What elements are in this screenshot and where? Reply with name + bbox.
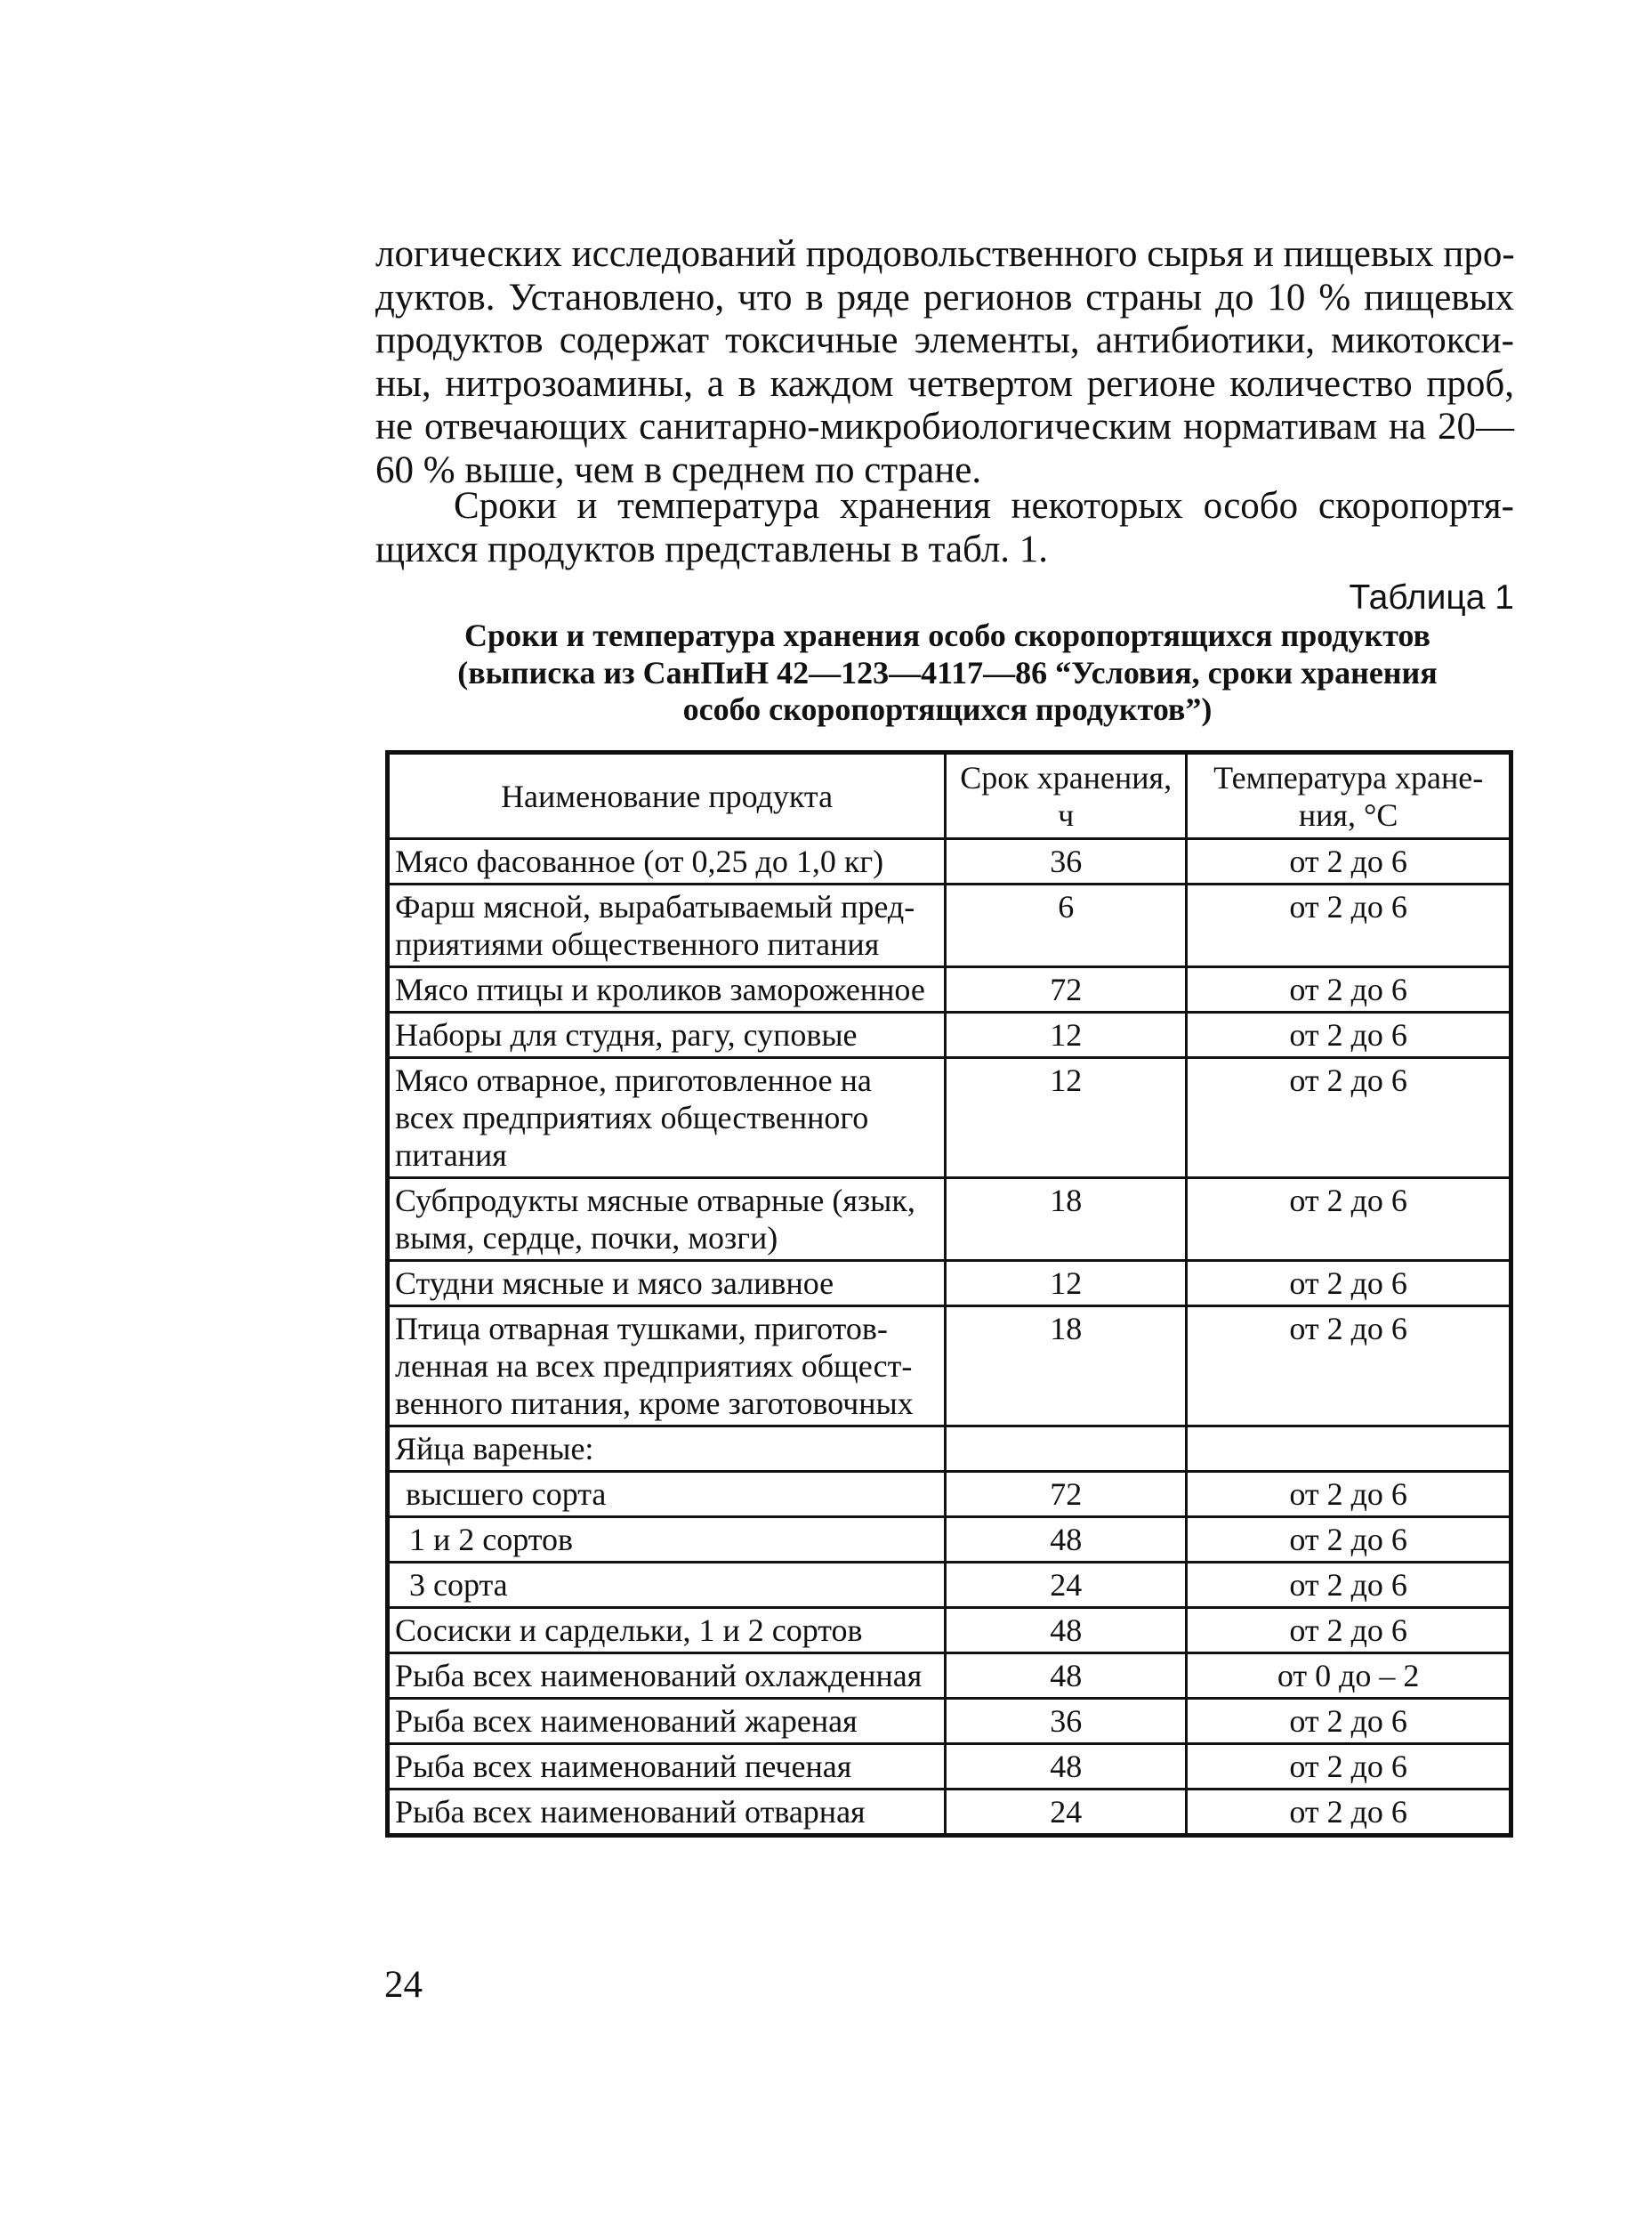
product-name-cell: Рыба всех наименований отварная <box>388 1790 946 1836</box>
product-name-cell: Яйца вареные: <box>388 1426 946 1472</box>
storage-hours-cell: 24 <box>946 1563 1187 1608</box>
storage-hours-cell: 48 <box>946 1653 1187 1699</box>
storage-temperature-cell: от 2 до 6 <box>1187 1178 1511 1261</box>
product-name-cell: Мясо птицы и кроликов замороженное <box>388 967 946 1013</box>
storage-hours-cell: 36 <box>946 1699 1187 1744</box>
product-name-cell: 1 и 2 сортов <box>388 1517 946 1563</box>
paragraph-line: ны, нитрозоамины, а в каждом четвертом регионе количество проб, <box>375 362 1514 405</box>
product-name-cell: 3 сорта <box>388 1563 946 1608</box>
storage-temperature-cell: от 2 до 6 <box>1187 1563 1511 1608</box>
table-row <box>388 1744 1511 1790</box>
product-name-cell: Сосиски и сардельки, 1 и 2 сортов <box>388 1608 946 1653</box>
header-storage-time: Срок хранения, ч <box>946 753 1187 839</box>
product-name-cell: Рыба всех наименований жареная <box>388 1699 946 1744</box>
storage-hours-cell: 48 <box>946 1744 1187 1790</box>
storage-hours-cell: 48 <box>946 1517 1187 1563</box>
table-row <box>388 1178 1511 1261</box>
storage-temperature-cell: от 2 до 6 <box>1187 1261 1511 1306</box>
table-row <box>388 1261 1511 1306</box>
storage-temperature-cell: от 2 до 6 <box>1187 1472 1511 1517</box>
product-name-cell: Фарш мясной, вырабатываемый пред- приятиями общественного питания <box>388 885 946 967</box>
caption-line: Сроки и температура хранения особо скоропортящихся продуктов <box>464 618 1430 653</box>
paragraph-line: не отвечающих санитарно-микробиологическим нормативам на 20— <box>375 406 1514 448</box>
table-row <box>388 885 1511 967</box>
storage-hours-cell: 24 <box>946 1790 1187 1836</box>
storage-temperature-cell: от 2 до 6 <box>1187 1790 1511 1836</box>
table-row <box>388 1306 1511 1426</box>
storage-hours-cell: 12 <box>946 1058 1187 1178</box>
table-header-row <box>388 753 1511 839</box>
body-paragraph-1 <box>375 233 1514 492</box>
storage-temperature-cell: от 2 до 6 <box>1187 1306 1511 1426</box>
storage-hours-cell: 6 <box>946 885 1187 967</box>
table-row <box>388 1790 1511 1836</box>
table-row <box>388 1013 1511 1058</box>
table-row <box>388 1563 1511 1608</box>
paragraph-line: щихся продуктов представлены в табл. 1. <box>375 528 1049 570</box>
product-name-cell: высшего сорта <box>388 1472 946 1517</box>
storage-table <box>385 750 1513 1838</box>
paragraph-line: логических исследований продовольственного сырья и пищевых про- <box>375 233 1515 275</box>
storage-temperature-cell: от 2 до 6 <box>1187 839 1511 885</box>
paragraph-line: продуктов содержат токсичные элементы, антибиотики, микотокси- <box>375 319 1514 361</box>
table-row <box>388 1472 1511 1517</box>
storage-temperature-cell: от 2 до 6 <box>1187 1013 1511 1058</box>
storage-hours-cell: 18 <box>946 1178 1187 1261</box>
caption-line: особо скоропортящихся продуктов”) <box>682 691 1213 727</box>
product-name-cell: Рыба всех наименований печеная <box>388 1744 946 1790</box>
storage-hours-cell: 72 <box>946 967 1187 1013</box>
table-row <box>388 1608 1511 1653</box>
header-product-name: Наименование продукта <box>388 753 946 839</box>
caption-line: (выписка из СанПиН 42—123—4117—86 “Условия, сроки хранения <box>457 654 1438 691</box>
storage-temperature-cell: от 0 до – 2 <box>1187 1653 1511 1699</box>
storage-temperature-cell: от 2 до 6 <box>1187 1058 1511 1178</box>
page-number: 24 <box>384 1964 423 2006</box>
paragraph-line: дуктов. Установлено, что в ряде регионов страны до 10 % пищевых <box>375 276 1514 319</box>
storage-hours-cell: 72 <box>946 1472 1187 1517</box>
product-name-cell: Субпродукты мясные отварные (язык, вымя, сердце, почки, мозги) <box>388 1178 946 1261</box>
product-name-cell: Мясо фасованное (от 0,25 до 1,0 кг) <box>388 839 946 885</box>
storage-temperature-cell: от 2 до 6 <box>1187 885 1511 967</box>
storage-temperature-cell: от 2 до 6 <box>1187 967 1511 1013</box>
table-body <box>388 839 1511 1836</box>
storage-temperature-cell: от 2 до 6 <box>1187 1744 1511 1790</box>
product-name-cell: Мясо отварное, приготовленное на всех предприятиях общественного питания <box>388 1058 946 1178</box>
table-row <box>388 967 1511 1013</box>
paragraph-line: Сроки и температура хранения некоторых особо скоропортя- <box>454 485 1514 527</box>
storage-hours-cell <box>946 1426 1187 1472</box>
storage-hours-cell: 48 <box>946 1608 1187 1653</box>
body-paragraph-2 <box>375 485 1514 571</box>
product-name-cell: Наборы для студня, рагу, суповые <box>388 1013 946 1058</box>
table-number: Таблица 1 <box>1349 578 1514 617</box>
product-name-cell: Птица отварная тушками, приготов- ленная на всех предприятиях общест- венного питания, кроме заготовочных <box>388 1306 946 1426</box>
storage-temperature-cell <box>1187 1426 1511 1472</box>
storage-hours-cell: 12 <box>946 1013 1187 1058</box>
table-caption <box>383 618 1512 729</box>
storage-temperature-cell: от 2 до 6 <box>1187 1517 1511 1563</box>
storage-temperature-cell: от 2 до 6 <box>1187 1699 1511 1744</box>
table-row <box>388 1517 1511 1563</box>
product-name-cell: Рыба всех наименований охлажденная <box>388 1653 946 1699</box>
product-name-cell: Студни мясные и мясо заливное <box>388 1261 946 1306</box>
paragraph-line: 60 % выше, чем в среднем по стране. <box>375 448 982 491</box>
storage-hours-cell: 12 <box>946 1261 1187 1306</box>
storage-temperature-cell: от 2 до 6 <box>1187 1608 1511 1653</box>
table-row <box>388 839 1511 885</box>
storage-hours-cell: 36 <box>946 839 1187 885</box>
table-row <box>388 1058 1511 1178</box>
table-row <box>388 1699 1511 1744</box>
header-storage-temperature: Температура хране- ния, °С <box>1187 753 1511 839</box>
table-row <box>388 1653 1511 1699</box>
storage-hours-cell: 18 <box>946 1306 1187 1426</box>
table-row <box>388 1426 1511 1472</box>
